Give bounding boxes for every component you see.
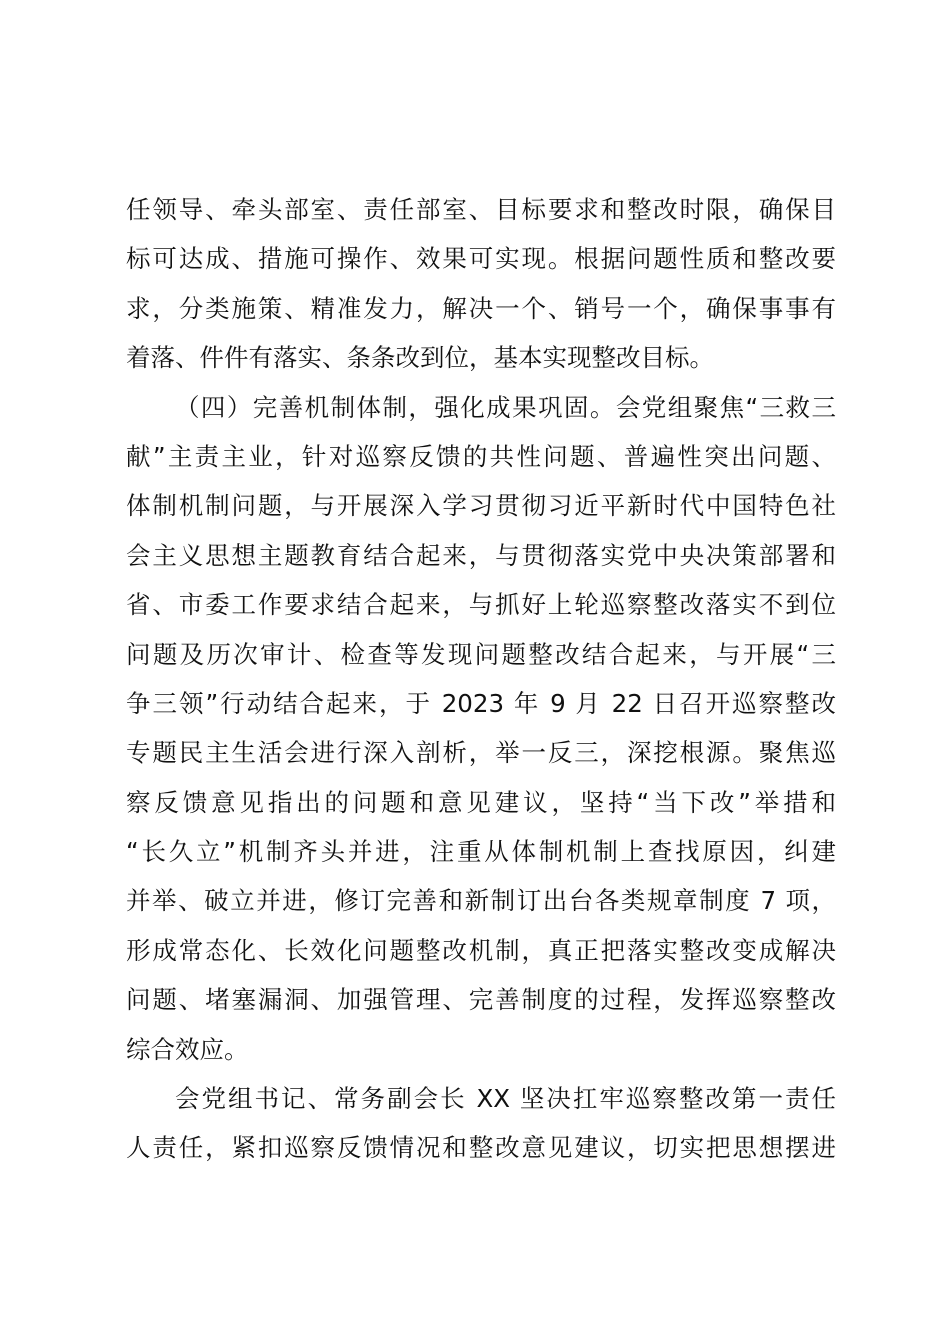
text-line: 着落、件件有落实、条条改到位，基本实现整改目标。	[126, 343, 714, 373]
text-line: 会党组书记、常务副会长 XX 坚决扛牢巡察整改第一责任	[175, 1084, 836, 1114]
paragraph-1	[126, 185, 836, 383]
text-line: 争三领”行动结合起来，于 2023 年 9 月 22 日召开巡察整改	[126, 688, 836, 718]
text-line: 形成常态化、长效化问题整改机制，真正把落实整改变成解决	[126, 935, 836, 965]
text-line: 献”主责主业，针对巡察反馈的共性问题、普遍性突出问题、	[126, 441, 836, 471]
text-line: 会主义思想主题教育结合起来，与贯彻落实党中央决策部署和	[126, 540, 836, 570]
paragraph-2	[126, 383, 836, 1074]
text-line: 省、市委工作要求结合起来，与抓好上轮巡察整改落实不到位	[126, 590, 836, 620]
text-line: 求，分类施策、精准发力，解决一个、销号一个，确保事事有	[126, 293, 836, 323]
paragraph-3	[126, 1074, 836, 1173]
text-line: “长久立”机制齐头并进，注重从体制机制上查找原因，纠建	[126, 837, 836, 867]
text-line: 并举、破立并进，修订完善和新制订出台各类规章制度 7 项，	[126, 886, 836, 916]
text-line: 体制机制问题，与开展深入学习贯彻习近平新时代中国特色社	[126, 491, 836, 521]
text-line: 综合效应。	[126, 1034, 249, 1064]
text-line: 专题民主生活会进行深入剖析，举一反三，深挖根源。聚焦巡	[126, 738, 836, 768]
text-line: 问题及历次审计、检查等发现问题整改结合起来，与开展“三	[126, 639, 836, 669]
text-line: 任领导、牵头部室、责任部室、目标要求和整改时限，确保目	[126, 195, 836, 224]
text-line: 察反馈意见指出的问题和意见建议，坚持“当下改”举措和	[126, 787, 836, 817]
text-line: 标可达成、措施可操作、效果可实现。根据问题性质和整改要	[126, 244, 836, 274]
text-line: 问题、堵塞漏洞、加强管理、完善制度的过程，发挥巡察整改	[126, 985, 836, 1015]
document-body	[126, 185, 836, 1173]
text-line: （四）完善机制体制，强化成果巩固。会党组聚焦“三救三	[175, 392, 836, 422]
text-line: 人责任，紧扣巡察反馈情况和整改意见建议，切实把思想摆进	[126, 1133, 836, 1163]
